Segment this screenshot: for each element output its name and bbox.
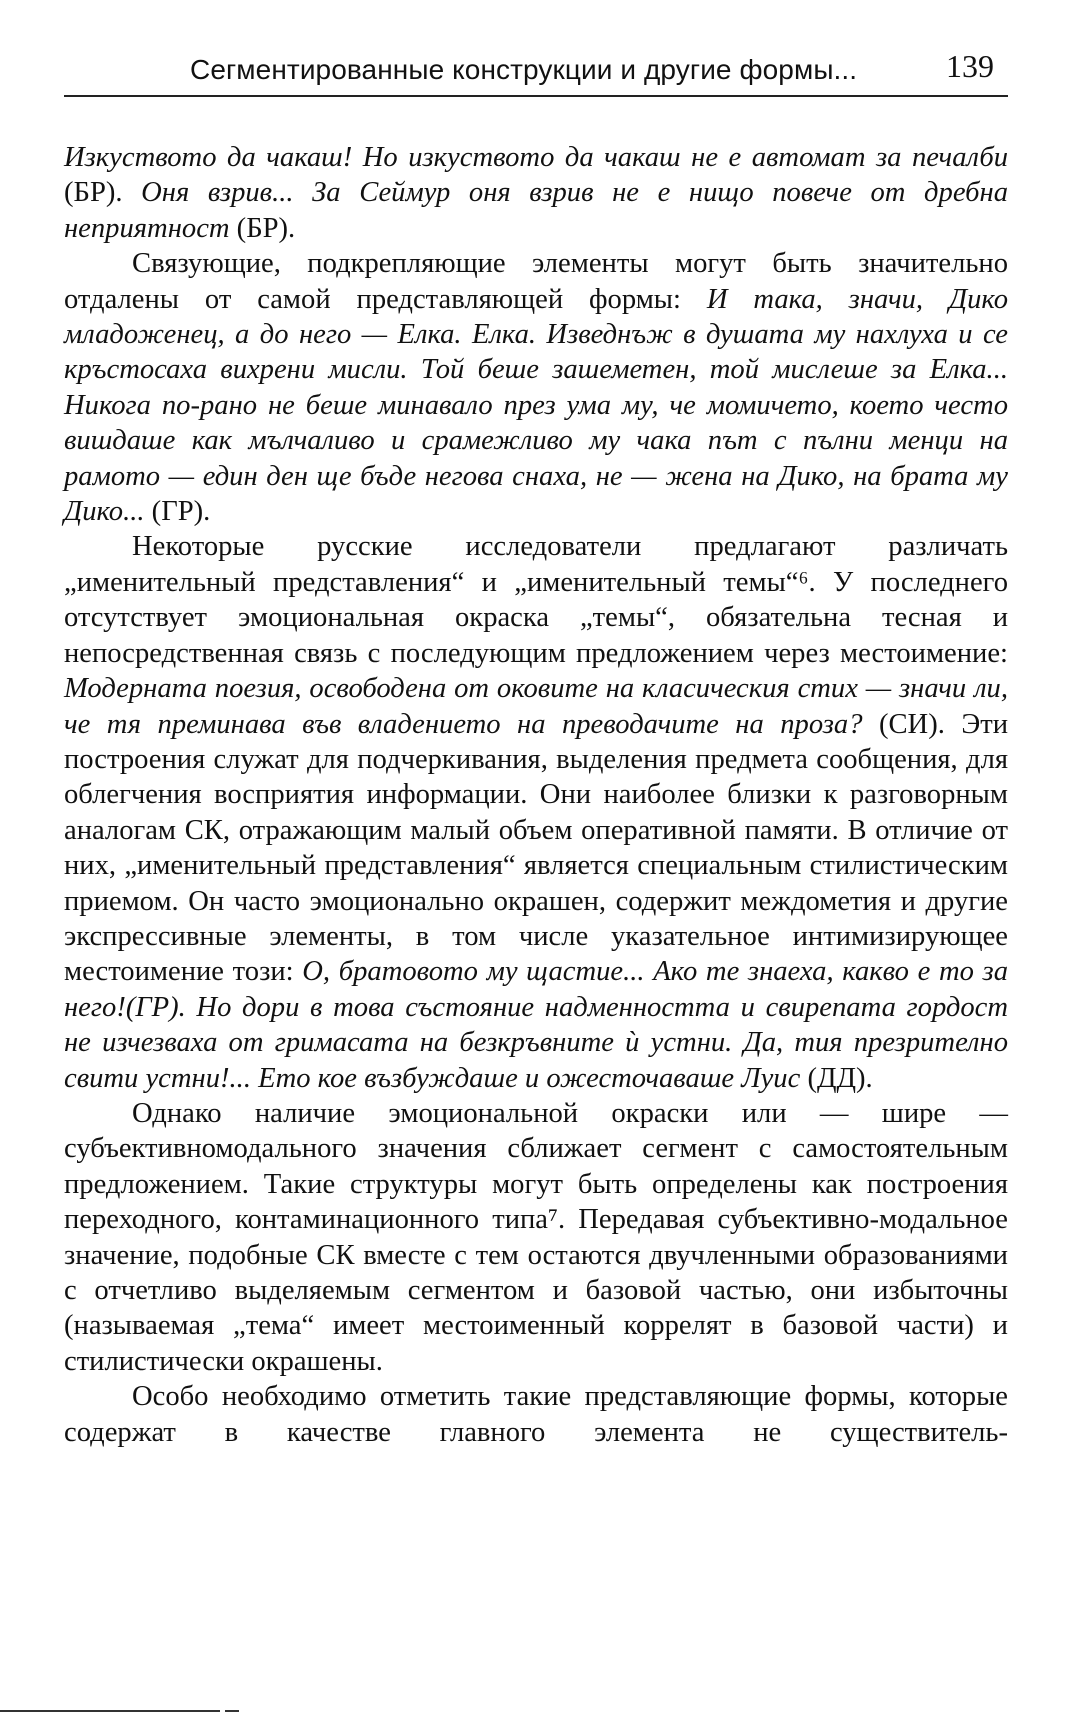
paragraph-2: [64, 246, 1008, 529]
body-text-run: (ДД).: [800, 1062, 873, 1094]
body-text-run: Некоторые русские исследователи предлагают различать „именительный представления“ и „именительный темы“⁶. У последнего отсутствует эмоциональная окраска „темы“, обязательна тесная и непосредственная связь с последующим предложением через местоимение:: [64, 531, 1008, 669]
body-text-run: (БР).: [229, 212, 296, 244]
footnote-rule-dash: [225, 1710, 239, 1712]
body-text-run: Связующие, подкрепляющие элементы могут быть значительно отдалены от самой представляющей формы:: [64, 248, 1008, 315]
header-rule: [64, 95, 1008, 97]
body-text-run: (БР).: [64, 177, 142, 209]
example-text: И така, значи, Дико младоженец, а до него — Елка. Елка. Изведнъж в душата му нахлуха и се кръстосаха вихрени мисли. Той беше зашеметен, той мислеше за Елка... Никога по-рано не беше минавало през ума му, че момичето, което често вишдаше как мълчаливо и срамежливо му чака път с пълни менци на рамото — един ден ще бъде негова снаха, не — жена на Дико, на брата му Дико...: [64, 283, 1008, 528]
body-text-run: Однако наличие эмоциональной окраски или — шире — субъективномодального значения сближает сегмент с самостоятельным предложением. Такие структуры могут быть определены как построения переходного, контаминационного типа⁷. Передавая субъективно-модальное значение, подобные СК вместе с тем остаются двучленными образованиями с отчетливо выделяемым сегментом и базовой частью, они избыточны (называемая „тема“ имеет местоименный коррелят в базовой части) и стилистически окрашены.: [64, 1097, 1008, 1377]
page-number: 139: [946, 48, 994, 84]
running-header-title: Сегментированные конструкции и другие формы...: [190, 54, 858, 85]
example-text: Оня взрив... За Сеймур оня взрив не е нищо повече от дребна неприятност: [64, 177, 1008, 244]
example-text: Модерната поезия, освободена от оковите на класическия стих — значи ли, че тя преминава във владението на преводачите на проза?: [64, 673, 1008, 740]
example-text: О, братовото му щастие... Ако те знаеха, какво е то за него!(ГР). Но дори в това състояние надменността и свирепата гордост не изчезваха от гримасата на безкръвните ѝ устни. Да, тия презрително свити устни!... Ето кое възбуждаше и ожесточаваше Луис: [64, 956, 1009, 1094]
paragraph-1: [64, 140, 1008, 246]
paragraph-5: [64, 1379, 1008, 1450]
body-text: [64, 140, 1008, 1450]
footnote-rule: [0, 1710, 220, 1712]
body-text-run: (СИ). Эти построения служат для подчеркивания, выделения предмета сообщения, для облегчения восприятия информации. Они наиболее близки к разговорным аналогам СК, отражающим малый объем оперативной памяти. В отличие от них, „именительный представления“ является специальным стилистическим приемом. Он часто эмоционально окрашен, содержит междометия и другие экспрессивные элементы, в том числе указательное интимизирующее местоимение: [64, 708, 1008, 988]
body-text-run: този: [232, 956, 286, 988]
paragraph-4: [64, 1096, 1008, 1379]
example-text: Изкуството да чакаш! Но изкуството да чакаш не е автомат за печалби: [64, 142, 1008, 173]
paragraph-3: [64, 529, 1008, 1096]
body-text-run: (ГР).: [144, 496, 211, 528]
running-header: [64, 48, 1008, 94]
body-text-run: Особо необходимо отметить такие представляющие формы, которые содержат в качестве главного элемента не существитель-: [64, 1381, 1008, 1448]
body-text-run: :: [285, 956, 303, 988]
